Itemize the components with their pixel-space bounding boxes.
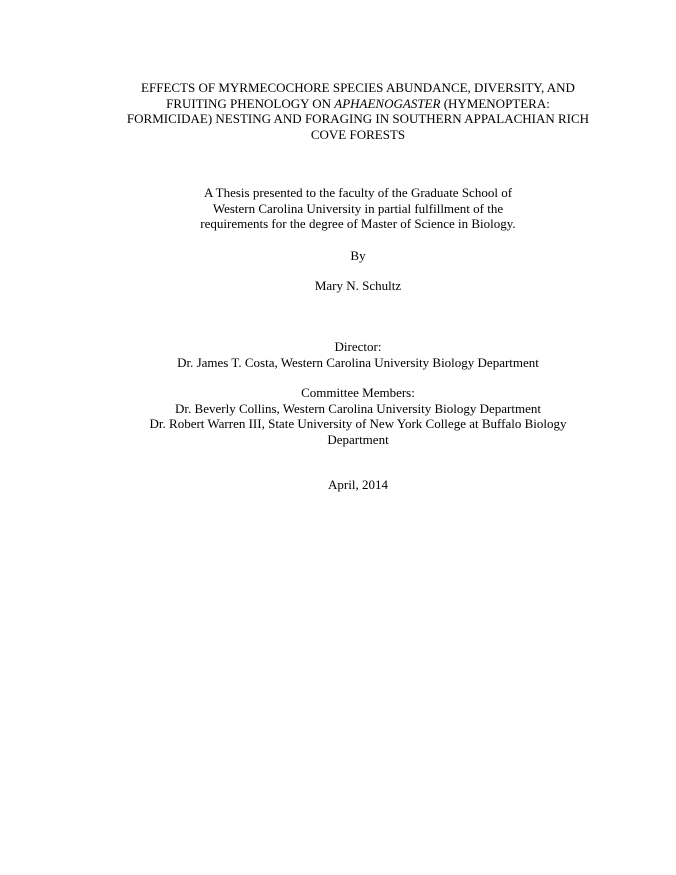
thesis-statement xyxy=(90,185,626,232)
title-line-4: COVE FORESTS xyxy=(310,126,406,142)
title-line-3: FORMICIDAE) NESTING AND FORAGING IN SOUTHERN APPALACHIAN RICH xyxy=(126,111,590,126)
title-line-2 xyxy=(90,96,626,112)
title-line-2-end: (HYMENOPTERA: xyxy=(440,95,550,111)
committee-member: Dr. Beverly Collins, Western Carolina University Biology Department xyxy=(175,400,541,416)
thesis-statement-line-1: A Thesis presented to the faculty of the Graduate School of xyxy=(203,185,513,200)
committee-member: Dr. Robert Warren III, State University of New York College at Buffalo Biology xyxy=(149,416,567,431)
thesis-statement-line-2: Western Carolina University in partial fulfillment of the xyxy=(212,200,504,216)
author xyxy=(90,278,626,294)
genus-name: APHAENOGASTER xyxy=(334,95,441,111)
title-line-1: EFFECTS OF MYRMECOCHORE SPECIES ABUNDANCE, DIVERSITY, AND xyxy=(141,80,575,95)
director-name: Dr. James T. Costa, Western Carolina University Biology Department xyxy=(177,354,539,370)
committee-section xyxy=(90,385,626,447)
author-name: Mary N. Schultz xyxy=(314,278,402,293)
date-text: April, 2014 xyxy=(328,477,388,492)
thesis-statement-line-3: requirements for the degree of Master of Science in Biology. xyxy=(200,216,516,231)
director-label: Director: xyxy=(334,339,382,354)
committee-member-continued: Department xyxy=(327,431,389,447)
thesis-title xyxy=(90,80,626,142)
by-text: By xyxy=(350,248,366,263)
title-line-2-start: FRUITING PHENOLOGY ON xyxy=(166,95,335,111)
by-label xyxy=(90,248,626,264)
director-section xyxy=(90,339,626,370)
submission-date xyxy=(90,477,626,493)
committee-label: Committee Members: xyxy=(301,385,415,400)
